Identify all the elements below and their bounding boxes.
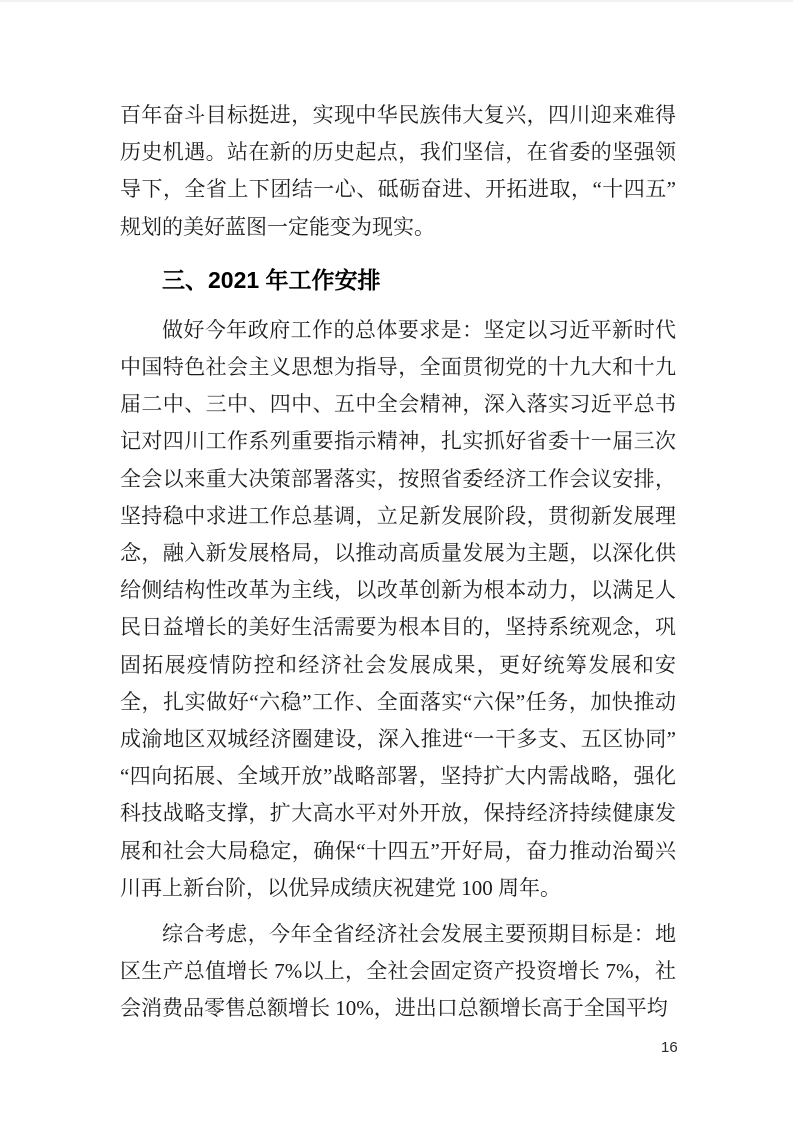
paragraph-continuation: 百年奋斗目标挺进，实现中华民族伟大复兴，四川迎来难得历史机遇。站在新的历史起点，我们坚信，在省委的坚强领导下，全省上下团结一心、砥砺奋进、开拓进取，“十四五”规划的美好蓝图一定能变为现实。 [120, 103, 676, 239]
section-heading-2021-work-plan: 三、2021 年工作安排 [162, 266, 381, 293]
page-top-edge [0, 0, 793, 2]
paragraph-growth-targets: 综合考虑，今年全省经济社会发展主要预期目标是：地区生产总值增长 7%以上，全社会固定资产投资增长 7%，社会消费品零售总额增长 10%，进出口总额增长高于全国平均 [120, 922, 676, 1021]
paragraph-overall-requirements: 做好今年政府工作的总体要求是：坚定以习近平新时代中国特色社会主义思想为指导，全面贯彻党的十九大和十九届二中、三中、四中、五中全会精神，深入落实习近平总书记对四川工作系列重要指示精神，扎实抓好省委十一届三次全会以来重大决策部署落实，按照省委经济工作会议安排，坚持稳中求进工作总基调，立足新发展阶段，贯彻新发展理念，融入新发展格局，以推动高质量发展为主题，以深化供给侧结构性改革为主线，以改革创新为根本动力，以满足人民日益增长的美好生活需要为根本目的，坚持系统观念，巩固拓展疫情防控和经济社会发展成果，更好统筹发展和安全，扎实做好“六稳”工作、全面落实“六保”任务，加快推动成渝地区双城经济圈建设，深入推进“一干多支、五区协同”“四向拓展、全域开放”战略部署，坚持扩大内需战略，强化科技战略支撑，扩大高水平对外开放，保持经济持续健康发展和社会大局稳定，确保“十四五”开好局，奋力推动治蜀兴川再上新台阶，以优异成绩庆祝建党 100 周年。 [120, 317, 676, 900]
document-body [120, 97, 676, 1028]
page-number: 16 [661, 1039, 678, 1056]
